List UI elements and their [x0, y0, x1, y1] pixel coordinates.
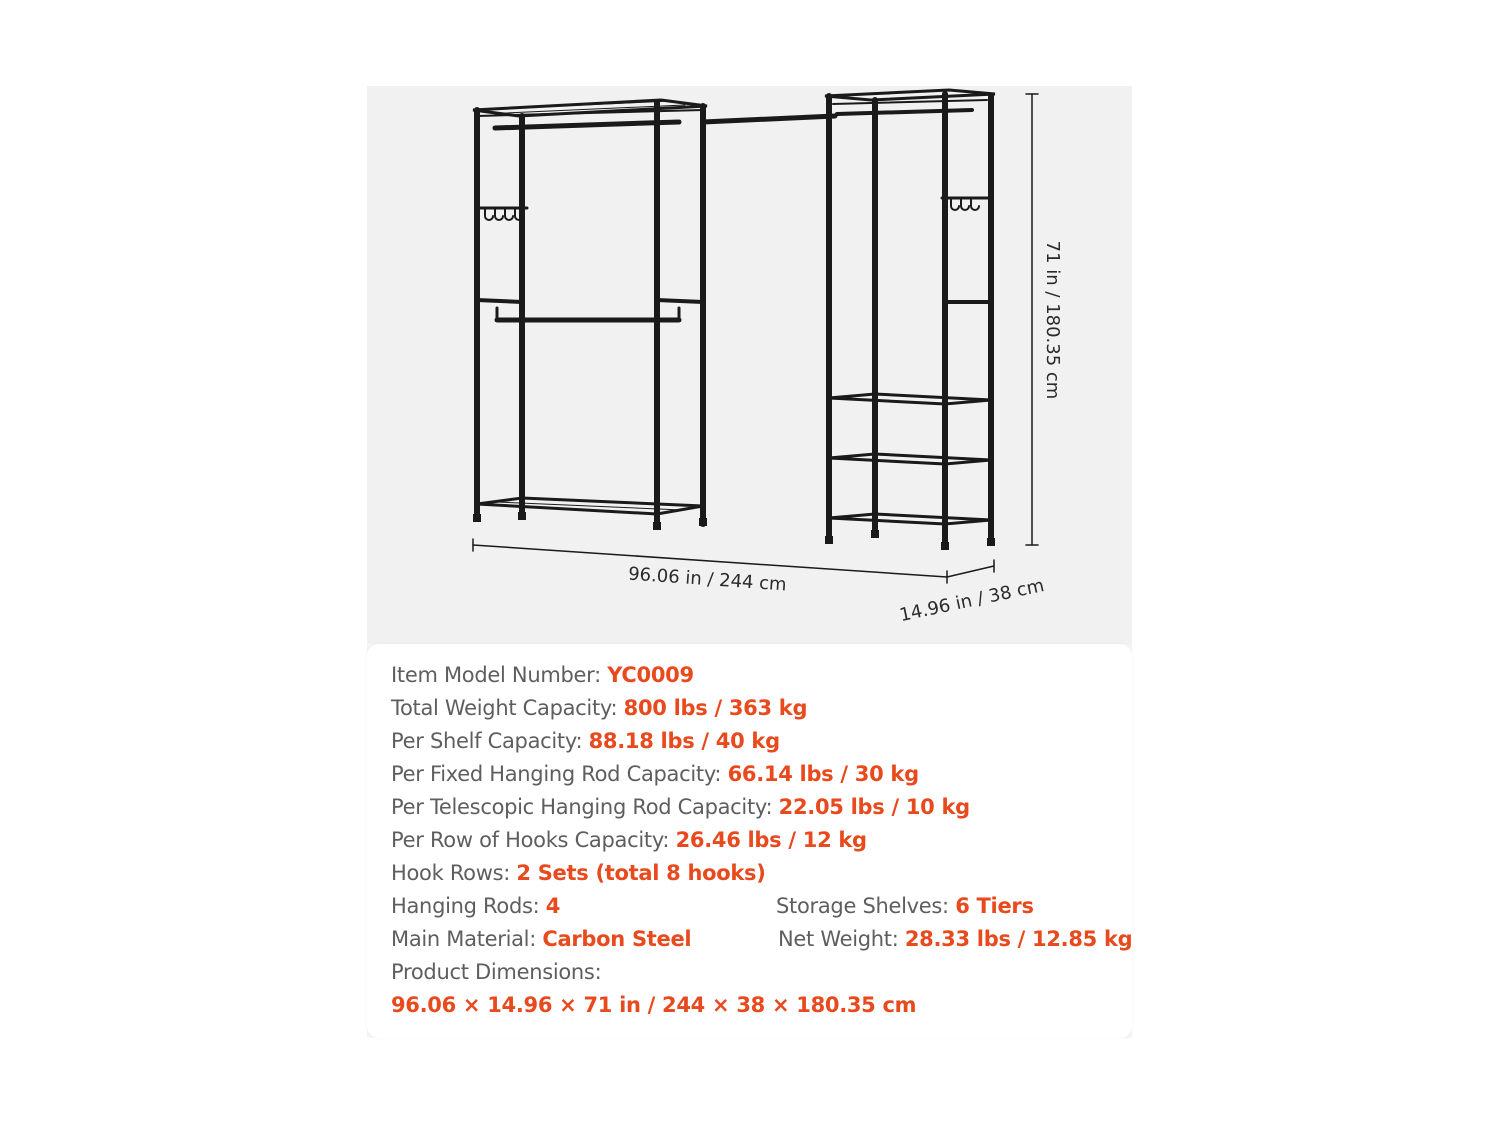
spec-value: Carbon Steel — [542, 927, 692, 951]
spec-value: 96.06 × 14.96 × 71 in / 244 × 38 × 180.35 cm — [391, 993, 917, 1017]
height-dimension-label: 71 in / 180.35 cm — [1042, 240, 1063, 400]
right-rack-unit — [825, 90, 995, 550]
spec-fixed-rod-capacity — [391, 761, 919, 787]
spec-label: Per Row of Hooks Capacity: — [391, 828, 670, 852]
spec-value: 66.14 lbs / 30 kg — [727, 762, 919, 786]
width-dimension-label: 96.06 in / 244 cm — [627, 563, 788, 596]
spec-storage-shelves — [776, 893, 1034, 919]
spec-label: Hanging Rods: — [391, 894, 540, 918]
garment-rack-drawing — [367, 86, 1132, 644]
spec-list — [367, 644, 1132, 1038]
spec-hook-rows — [391, 860, 766, 886]
left-rack-unit — [473, 100, 707, 530]
spec-value: 26.46 lbs / 12 kg — [675, 828, 867, 852]
spec-label: Total Weight Capacity: — [391, 696, 618, 720]
spec-value: 800 lbs / 363 kg — [623, 696, 808, 720]
product-illustration — [367, 86, 1132, 644]
spec-per-shelf-capacity — [391, 728, 780, 754]
spec-label: Hook Rows: — [391, 861, 511, 885]
spec-value: 28.33 lbs / 12.85 kg — [904, 927, 1133, 951]
spec-label: Main Material: — [391, 927, 536, 951]
depth-dimension-label: 14.96 in / 38 cm — [897, 575, 1047, 627]
spec-telescopic-rod-capacity — [391, 794, 970, 820]
spec-label: Item Model Number: — [391, 663, 601, 687]
spec-label: Storage Shelves: — [776, 894, 949, 918]
spec-total-weight-capacity — [391, 695, 807, 721]
spec-label: Per Shelf Capacity: — [391, 729, 583, 753]
spec-main-material — [391, 926, 691, 952]
product-spec-card — [367, 86, 1132, 1038]
spec-label: Per Telescopic Hanging Rod Capacity: — [391, 795, 773, 819]
spec-value: 2 Sets (total 8 hooks) — [516, 861, 766, 885]
spec-value: 4 — [545, 894, 561, 918]
spec-label: Net Weight: — [778, 927, 899, 951]
spec-net-weight — [778, 926, 1132, 952]
spec-value: YC0009 — [607, 663, 694, 687]
spec-product-dimensions-label — [391, 959, 601, 985]
spec-value: 88.18 lbs / 40 kg — [588, 729, 780, 753]
spec-label: Per Fixed Hanging Rod Capacity: — [391, 762, 722, 786]
spec-value: 6 Tiers — [955, 894, 1034, 918]
spec-value: 22.05 lbs / 10 kg — [778, 795, 970, 819]
spec-product-dimensions-value — [391, 992, 916, 1018]
spec-label: Product Dimensions: — [391, 960, 602, 984]
spec-hook-row-capacity — [391, 827, 867, 853]
spec-hanging-rods — [391, 893, 560, 919]
spec-model-number — [391, 662, 694, 688]
telescopic-rod — [703, 116, 835, 122]
